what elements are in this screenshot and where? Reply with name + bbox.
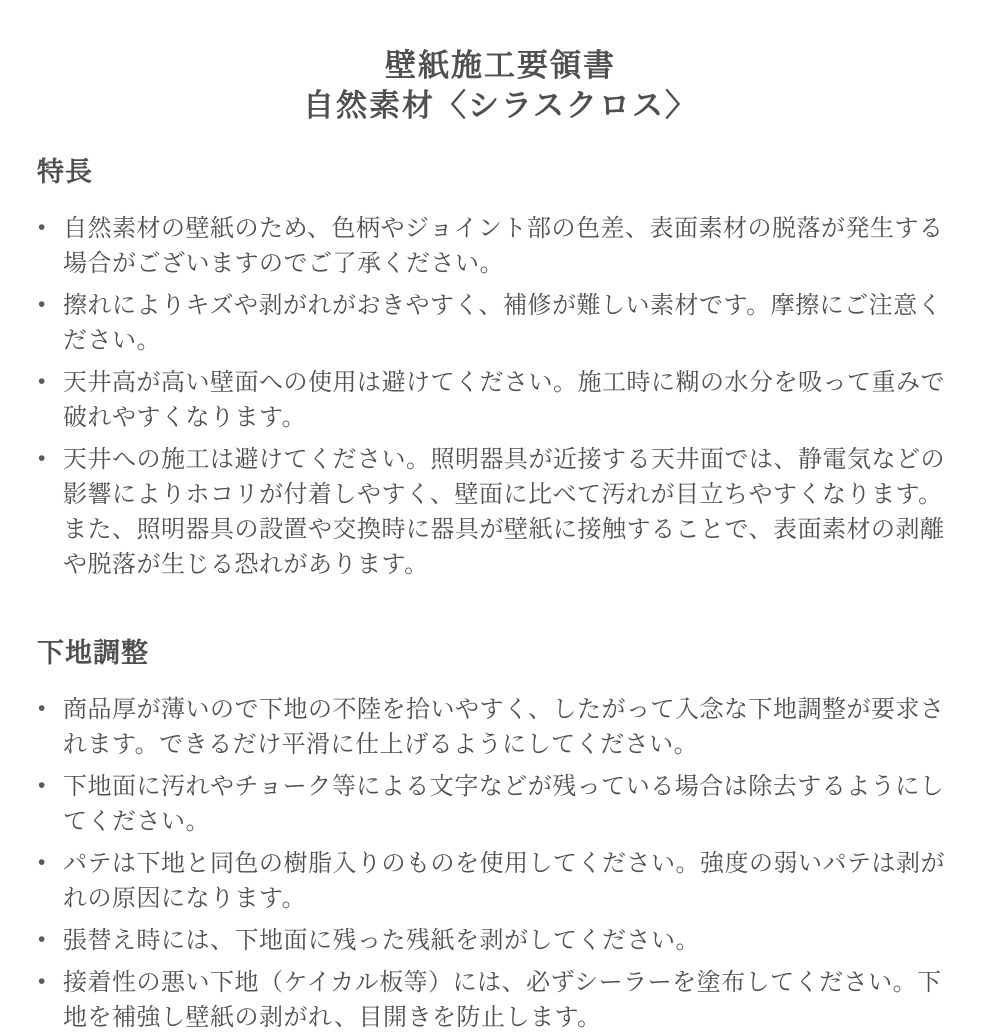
- section-substrate-preparation: [37, 631, 964, 1035]
- list-item: [37, 442, 964, 582]
- bullet-icon: •: [38, 774, 46, 797]
- bullet-icon: •: [38, 851, 46, 874]
- section-features-heading: 特長: [37, 157, 93, 187]
- list-item-text: パテは下地と同色の樹脂入りのものを使用してください。強度の弱いパテは剥がれの原因になります。: [63, 850, 945, 912]
- list-item: [37, 692, 964, 762]
- substrate-list: [37, 692, 964, 1035]
- list-item-text: 天井への施工は避けてください。照明器具が近接する天井面では、静電気などの影響によりホコリが付着しやすく、壁面に比べて汚れが目立ちやすくなります。また、照明器具の設置や交換時に器具が壁紙に接触することで、表面素材の剥離や脱落が生じる恐れがあります。: [63, 446, 945, 578]
- bullet-icon: •: [38, 928, 46, 951]
- bullet-icon: •: [38, 216, 46, 239]
- list-item: [37, 923, 964, 958]
- document-title: 壁紙施工要領書: [385, 48, 616, 83]
- bullet-icon: •: [38, 697, 46, 720]
- list-item: [37, 211, 964, 281]
- list-item: [37, 769, 964, 839]
- section-features: [37, 150, 964, 582]
- list-item: [37, 846, 964, 916]
- document-header: [37, 46, 964, 126]
- bullet-icon: •: [38, 370, 46, 393]
- document-subtitle: 自然素材〈シラスクロス〉: [302, 88, 699, 123]
- section-substrate-heading: 下地調整: [37, 638, 149, 668]
- bullet-icon: •: [38, 970, 46, 993]
- list-item-text: 張替え時には、下地面に残った残紙を剥がしてください。: [63, 927, 700, 954]
- list-item-text: 天井高が高い壁面への使用は避けてください。施工時に糊の水分を吸って重みで破れやすくなります。: [63, 369, 945, 431]
- bullet-icon: •: [38, 447, 46, 470]
- list-item-text: 自然素材の壁紙のため、色柄やジョイント部の色差、表面素材の脱落が発生する場合がございますのでご了承ください。: [63, 215, 944, 277]
- features-list: [37, 211, 964, 582]
- list-item: [37, 965, 964, 1035]
- list-item-text: 商品厚が薄いので下地の不陸を拾いやすく、したがって入念な下地調整が要求されます。できるだけ平滑に仕上げるようにしてください。: [63, 696, 945, 758]
- list-item-text: 接着性の悪い下地（ケイカル板等）には、必ずシーラーを塗布してください。下地を補強し壁紙の剥がれ、目開きを防止します。: [63, 969, 942, 1031]
- list-item-text: 擦れによりキズや剥がれがおきやすく、補修が難しい素材です。摩擦にご注意ください。: [63, 292, 943, 354]
- list-item-text: 下地面に汚れやチョーク等による文字などが残っている場合は除去するようにしてください。: [63, 773, 945, 835]
- list-item: [37, 288, 964, 358]
- list-item: [37, 365, 964, 435]
- bullet-icon: •: [38, 293, 46, 316]
